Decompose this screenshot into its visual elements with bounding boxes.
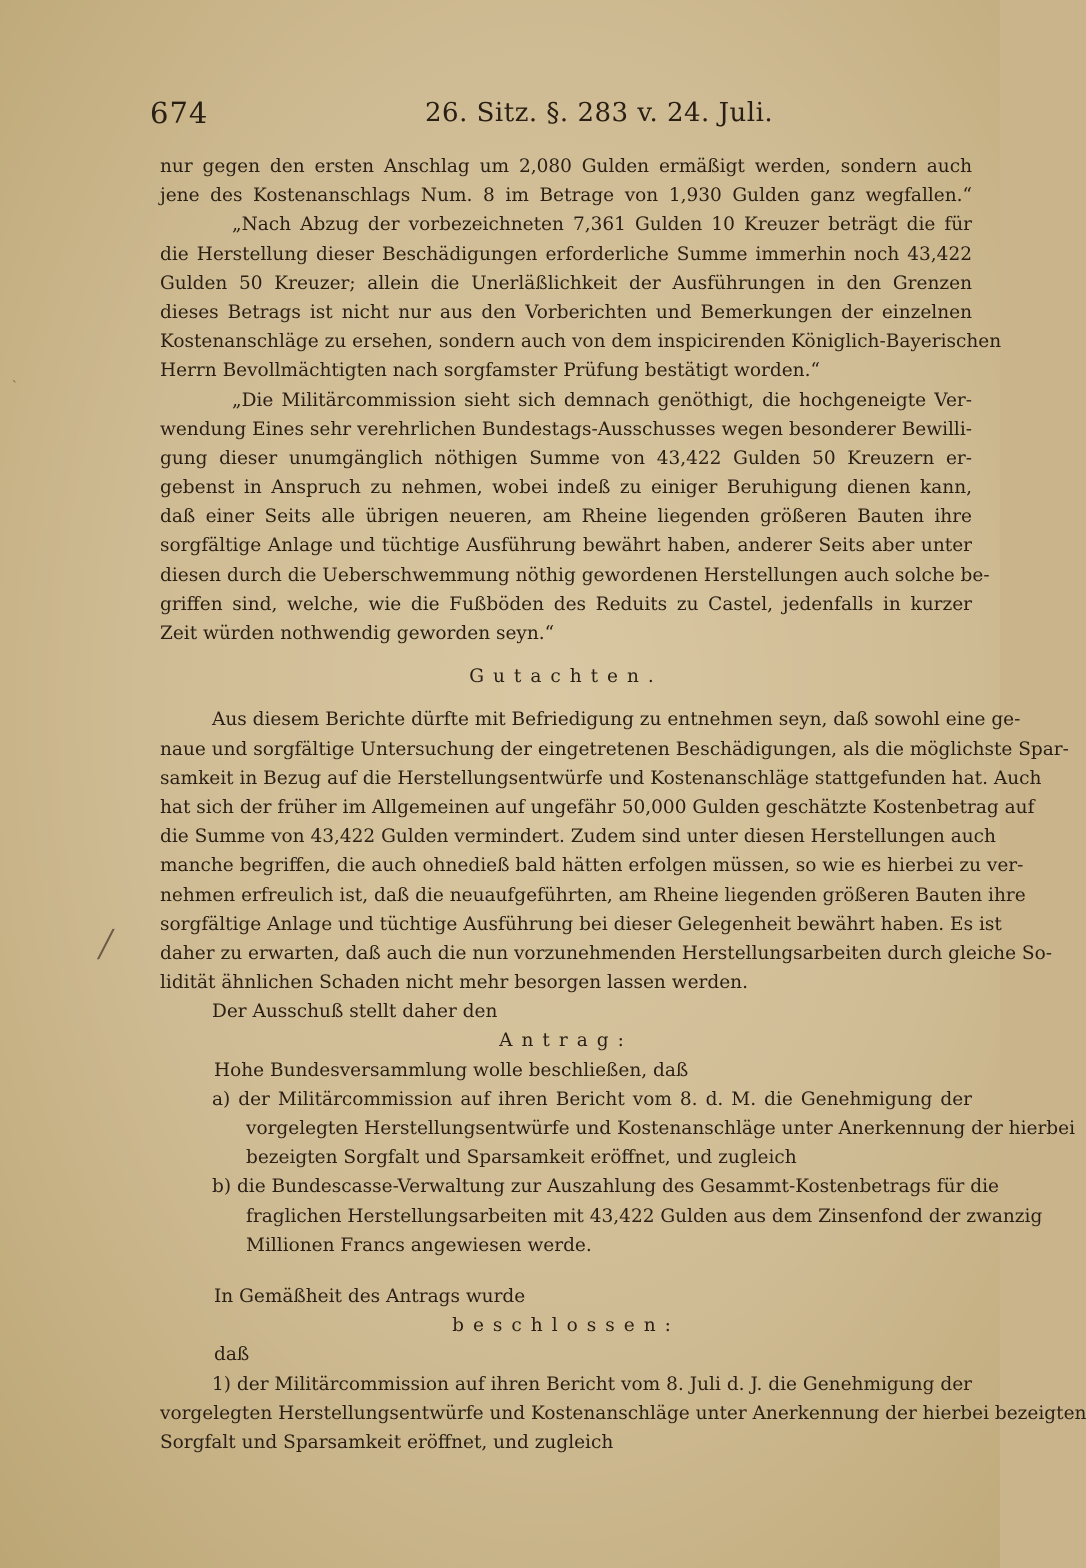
text-line: daher zu erwarten, daß auch die nun vorzunehmenden Herstellungsarbeiten durch gleiche So- xyxy=(160,942,1052,964)
text-line: daß einer Seits alle übrigen neueren, am Rheine liegenden größeren Bauten ihre xyxy=(160,506,972,528)
text-line: nur gegen den ersten Anschlag um 2,080 Gulden ermäßigt werden, sondern auch xyxy=(160,156,972,177)
page-header xyxy=(150,96,774,144)
text-line: Aus diesem Berichte dürfte mit Befriedigung zu entnehmen seyn, daß sowohl eine ge- xyxy=(212,709,1021,731)
text-line: diesen durch die Ueberschwemmung nöthig gewordenen Herstellungen auch solche be- xyxy=(160,564,990,586)
section-heading-gutachten: Gutachten. xyxy=(469,666,663,688)
text-line: wendung Eines sehr verehrlichen Bundestags-Ausschusses wegen besonderer Bewilli- xyxy=(160,418,972,440)
page-number: 674 xyxy=(150,96,209,130)
text-line: fraglichen Herstellungsarbeiten mit 43,422 Gulden aus dem Zinsenfond der zwanzig xyxy=(246,1205,1043,1227)
margin-pencil-mark: ╱ xyxy=(98,930,114,960)
section-heading-antrag: Antrag: xyxy=(499,1030,633,1052)
text-line: die Summe von 43,422 Gulden vermindert. Zudem sind unter diesen Herstellungen auch xyxy=(160,826,996,848)
text-line: hat sich der früher im Allgemeinen auf ungefähr 50,000 Gulden geschätzte Kostenbetrag auf xyxy=(160,796,1035,818)
text-line: „Die Militärcommission sieht sich demnach genöthigt, die hochgeneigte Ver- xyxy=(232,389,972,411)
text-line: dieses Betrags ist nicht nur aus den Vorberichten und Bemerkungen der einzelnen xyxy=(160,301,972,323)
text-line: naue und sorgfältige Untersuchung der eingetretenen Beschädigungen, als die möglichste Spar- xyxy=(160,738,1069,760)
text-line: Herrn Bevollmächtigten nach sorgfamster Prüfung bestätigt worden.“ xyxy=(160,360,820,382)
text-line: manche begriffen, die auch ohnedieß bald hätten erfolgen müssen, so wie es hierbei zu ver- xyxy=(160,855,1024,877)
text-line: Millionen Francs angewiesen werde. xyxy=(246,1234,592,1256)
running-head: 26. Sitz. §. 283 v. 24. Juli. xyxy=(425,98,774,128)
spacer xyxy=(160,1260,972,1282)
list-item-a: a) der Militärcommission auf ihren Bericht vom 8. d. M. die Genehmigung der xyxy=(212,1088,972,1110)
text-line: gebenst in Anspruch zu nehmen, wobei indeß zu einiger Beruhigung dienen kann, xyxy=(160,477,972,499)
spacer xyxy=(160,648,972,662)
text-line: Gulden 50 Kreuzer; allein die Unerläßlichkeit der Ausführungen in den Grenzen xyxy=(160,272,972,294)
text-line: vorgelegten Herstellungsentwürfe und Kostenanschläge unter Anerkennung der hierbei xyxy=(246,1118,1076,1139)
text-line: die Herstellung dieser Beschädigungen erforderliche Summe immerhin noch 43,422 xyxy=(160,243,972,265)
text-line: vorgelegten Herstellungsentwürfe und Kostenanschläge unter Anerkennung der hierbei bezeigten xyxy=(160,1402,1086,1424)
text-line: bezeigten Sorgfalt und Sparsamkeit eröffnet, und zugleich xyxy=(246,1147,797,1169)
text-line: Hohe Bundesversammlung wolle beschließen, daß xyxy=(214,1059,689,1081)
section-heading-beschlossen: beschlossen: xyxy=(452,1315,680,1337)
text-line: Der Ausschuß stellt daher den xyxy=(212,1001,498,1023)
list-item-1: 1) der Militärcommission auf ihren Bericht vom 8. Juli d. J. die Genehmigung der xyxy=(212,1373,972,1395)
text-line: In Gemäßheit des Antrags wurde xyxy=(214,1285,526,1307)
text-line: „Nach Abzug der vorbezeichneten 7,361 Gulden 10 Kreuzer beträgt die für xyxy=(232,214,972,236)
text-line: samkeit in Bezug auf die Herstellungsentwürfe und Kostenanschläge stattgefunden hat. Auch xyxy=(160,767,1042,789)
list-item-b: b) die Bundescasse-Verwaltung zur Auszahlung des Gesammt-Kostenbetrags für die xyxy=(212,1176,999,1198)
spacer xyxy=(160,691,972,705)
text-line: Kostenanschläge zu ersehen, sondern auch von dem inspicirenden Königlich-Bayerischen xyxy=(160,331,1002,353)
text-line: griffen sind, welche, wie die Fußböden des Reduits zu Castel, jedenfalls in kurzer xyxy=(160,593,972,615)
text-line: Zeit würden nothwendig geworden seyn.“ xyxy=(160,623,555,644)
body-text xyxy=(160,152,1086,1457)
text-line: lidität ähnlichen Schaden nicht mehr besorgen lassen werden. xyxy=(160,972,748,994)
text-line: sorgfältige Anlage und tüchtige Ausführung bewährt haben, anderer Seits aber unter xyxy=(160,535,972,557)
text-line: nehmen erfreulich ist, daß die neuaufgeführten, am Rheine liegenden größeren Bauten ihre xyxy=(160,884,1026,906)
text-line: sorgfältige Anlage und tüchtige Ausführung bei dieser Gelegenheit bewährt haben. Es ist xyxy=(160,913,1002,935)
margin-speck: ˴ xyxy=(12,372,17,388)
text-line: daß xyxy=(214,1344,250,1366)
text-line: Sorgfalt und Sparsamkeit eröffnet, und zugleich xyxy=(160,1431,614,1453)
text-line: gung dieser unumgänglich nöthigen Summe von 43,422 Gulden 50 Kreuzern er- xyxy=(160,447,972,469)
text-line: jene des Kostenanschlags Num. 8 im Betrage von 1,930 Gulden ganz wegfallen.“ xyxy=(160,185,972,207)
